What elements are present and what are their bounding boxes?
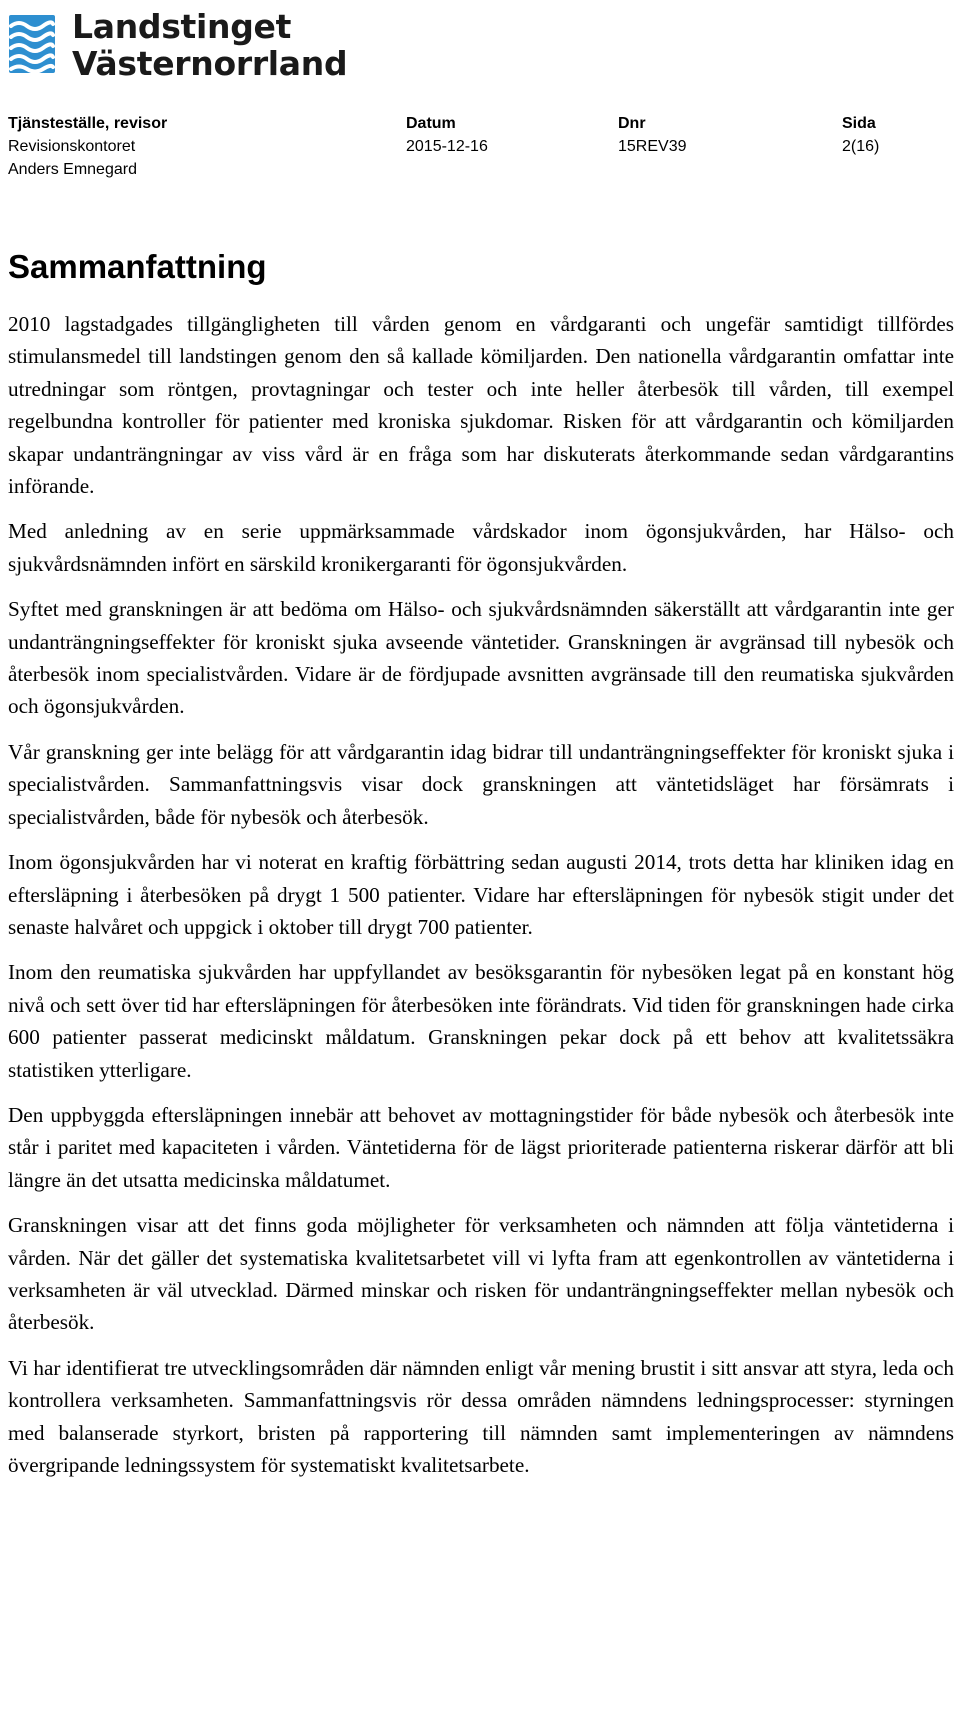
organization-logo xyxy=(6,7,348,84)
dnr-value: 15REV39 xyxy=(618,138,687,155)
sender-column xyxy=(8,112,167,181)
paragraph: Med anledning av en serie uppmärksammade vårdskador inom ögonsjukvården, har Hälso- och sjukvårdsnämnden infört en särskild kronikergaranti för ögonsjukvården. xyxy=(8,519,954,576)
sender-label: Tjänsteställe, revisor xyxy=(8,115,168,132)
paragraph: Vi har identifierat tre utvecklingsområden där nämnden enligt vår mening brustit i sitt ansvar att styra, leda och kontrollera verksamheten. Sammanfattningsvis rör dessa områden nämndens ledningsprocesser: styrningen med balanserade styrkort, bristen på rapportering till nämnden samt implementeringen av nämndens övergripande ledningssystem för systematiskt kvalitetsarbete. xyxy=(8,1355,954,1477)
waves-logo-icon xyxy=(6,12,58,76)
date-value: 2015-12-16 xyxy=(406,138,488,155)
sender-office: Revisionskontoret xyxy=(8,138,136,155)
paragraph: Den uppbyggda eftersläpningen innebär att behovet av mottagningstider för både nybesök och återbesök inte står i paritet med kapaciteten i vården. Väntetiderna för de lägst prioriterade patienterna riskerar därför att bli längre än det utsatta medicinska måldatumet. xyxy=(8,1102,954,1192)
paragraph: 2010 lagstadgades tillgängligheten till vården genom en vårdgaranti och ungefär samtidigt tillfördes stimulansmedel till landstingen genom den så kallade kömiljarden. Den nationella vårdgarantin omfattar inte utredningar som röntgen, provtagningar och tester och inte heller återbesök till vården, till exempel regelbundna kontroller för patienter med kroniska sjukdomar. Risken för att vårdgarantin och kömiljarden skapar undanträngningar av viss vård är en fråga som har diskuterats återkommande sedan vårdgarantins införande. xyxy=(8,312,954,499)
paragraph: Inom ögonsjukvården har vi noterat en kraftig förbättring sedan augusti 2014, trots detta har kliniken idag en eftersläpning i återbesöken på drygt 1 500 patienter. Vidare har eftersläpningen för nybesök stigit under det senaste halvåret och uppgick i oktober till drygt 700 patienter. xyxy=(8,850,954,939)
date-label: Datum xyxy=(406,115,456,132)
document-body xyxy=(8,308,954,1494)
sender-name: Anders Emnegard xyxy=(8,161,137,178)
dnr-label: Dnr xyxy=(618,115,646,132)
page-title: Sammanfattning xyxy=(8,248,267,285)
organization-name-line1: Landstinget xyxy=(72,7,292,46)
paragraph: Syftet med granskningen är att bedöma om Hälso- och sjukvårdsnämnden säkerställt att vårdgarantin inte ger undanträngningseffekter för kroniskt sjuka avseende väntetider. Granskningen är avgränsad till nybesök och återbesök inom specialistvården. Vidare är de fördjupade avsnitten avgränsade till den reumatiska sjukvården och ögonsjukvården. xyxy=(8,597,954,719)
page-number: 2(16) xyxy=(842,138,880,155)
page-label: Sida xyxy=(842,115,876,132)
paragraph: Inom den reumatiska sjukvården har uppfyllandet av besöksgarantin för nybesöken legat på en konstant hög nivå och sett över tid har eftersläpningen för återbesöken inte förändrats. Vid tiden för granskningen hade cirka 600 patienter passerat medicinskt måldatum. Granskningen pekar dock på ett behov att kvalitetssäkra statistiken ytterligare. xyxy=(8,960,954,1082)
paragraph: Vår granskning ger inte belägg för att vårdgarantin idag bidrar till undanträngningseffekter för kroniskt sjuka i specialistvården. Sammanfattningsvis visar dock granskningen att väntetidsläget har försämrats i specialistvården, både för nybesök och återbesök. xyxy=(8,739,954,829)
organization-name xyxy=(72,8,347,82)
dnr-column xyxy=(618,112,687,158)
page-column xyxy=(842,112,879,158)
organization-name-line2: Västernorrland xyxy=(72,44,348,83)
date-column xyxy=(406,112,488,158)
paragraph: Granskningen visar att det finns goda möjligheter för verksamheten och nämnden att följa väntetiderna i vården. När det gäller det systematiska kvalitetsarbetet vill vi lyfta fram att egenkontrollen av väntetiderna i verksamheten är väl utvecklad. Därmed minskar och risken för undanträngningseffekter mellan nybesök och återbesök. xyxy=(8,1213,954,1335)
